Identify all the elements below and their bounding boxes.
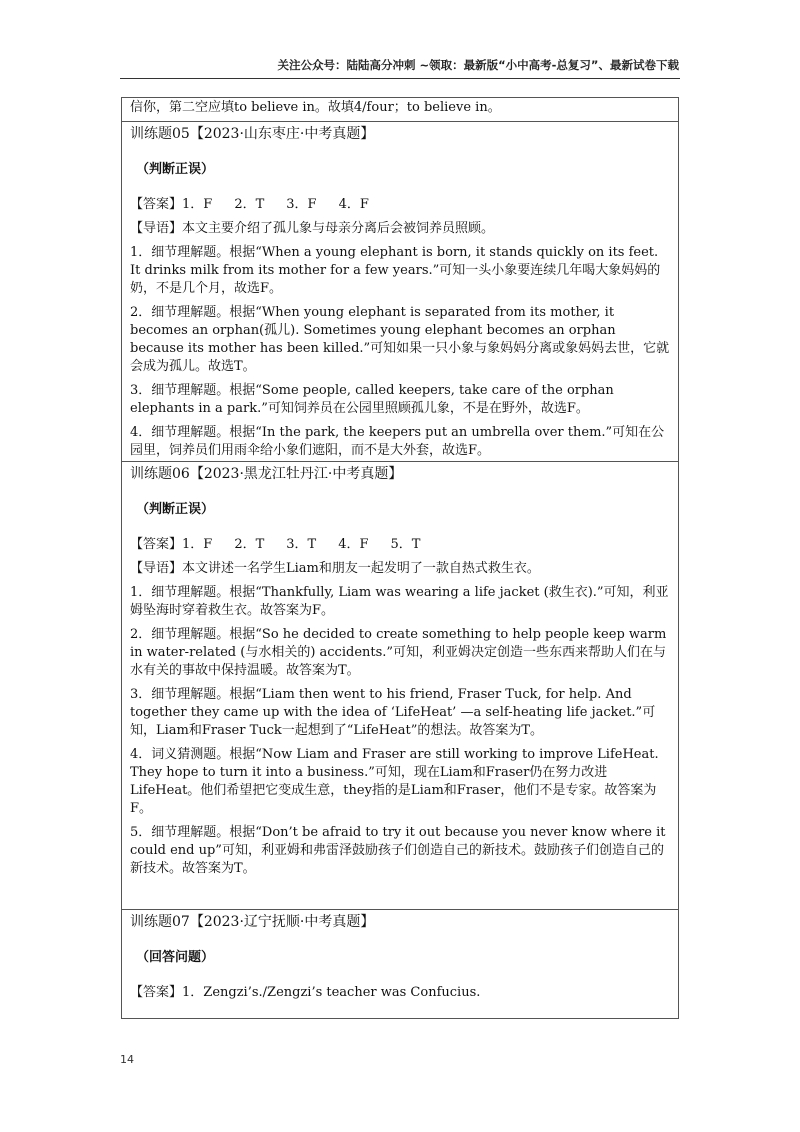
answer-label: 【答案】 [130,985,183,1000]
answer-item: 2．T [234,537,265,552]
explanation-item: 3．细节理解题。根据“Some people, called keepers, take care of the orphan elephants in a park.”可知饲养员在公园里照顾孤儿象，不是在野外，故选F。 [130,383,614,416]
explanation-item: 4．词义猜测题。根据“Now Liam and Fraser are still working to improve LifeHeat. They hope to turn it into a business.”可知，现在Liam和Fraser仍在努力改进LifeHeat。他们希望把它变成生意，they指的是Liam和Fraser，他们不是专家。故答案为F。 [130,747,659,816]
answer-line [130,536,670,554]
explanation-item: 1．细节理解题。根据“Thankfully, Liam was wearing a life jacket (救生衣).”可知，利亚姆坠海时穿着救生衣。故答案为F。 [130,585,669,618]
answer-item: 3．T [286,537,317,552]
answer-label: 【答案】 [130,537,183,552]
question-type: （判断正误） [136,502,215,517]
explanation-item: 5．细节理解题。根据“Don’t be afraid to try it out because you never know where it could end up”可知，利亚姆和弗雷泽鼓励孩子们创造自己的新技术。鼓励孩子们创造自己的新技术。故答案为T。 [130,825,666,876]
section-title: 训练题05【2023·山东枣庄·中考真题】 [130,126,375,142]
answer-line [130,984,670,1002]
answer-label: 【答案】 [130,197,183,212]
header-divider [120,78,680,79]
page-number: 14 [120,1053,134,1066]
answer-item: 4．F [338,197,369,212]
page-header: 关注公众号：陆陆高分冲刺 ~领取：最新版“小中高考-总复习”、最新试卷下载 [277,58,679,72]
answer-table [121,97,679,1019]
answer-item: 1．F [182,197,213,212]
explanation-item: 2．细节理解题。根据“When young elephant is separated from its mother, it becomes an orphan(孤儿). Sometimes young elephant becomes an orphan because its mother has been killed.”可知如果一只小象与象妈妈分离或象妈妈去世，它就会成为孤儿。故选T。 [130,305,670,374]
section-title: 训练题06【2023·黑龙江牡丹江·中考真题】 [130,466,403,482]
answer-item: 3．F [286,197,317,212]
lead-row [122,98,678,121]
question-type: （判断正误） [136,162,215,177]
answer-item: 1．F [182,537,213,552]
answer-item: 5．T [390,537,421,552]
question-type: （回答问题） [136,950,215,965]
lead-text: 信你，第二空应填to believe in。故填4/four；to believe in。 [130,100,501,115]
section-07 [122,909,678,1018]
explanation-item: 2．细节理解题。根据“So he decided to create something to help people keep warm in water-related (与水相关的) accidents.”可知，利亚姆决定创造一些东西来帮助人们在与水有关的事故中保持温暖。故答案为T。 [130,627,667,678]
answer-item: 2．T [234,197,265,212]
answer-line [130,196,670,214]
explanation-item: 4．细节理解题。根据“In the park, the keepers put an umbrella over them.”可知在公园里，饲养员们用雨伞给小象们遮阳，而不是大外套，故选F。 [130,425,665,458]
section-06 [122,461,678,909]
explanation-item: 3．细节理解题。根据“Liam then went to his friend, Fraser Tuck, for help. And together they came up with the idea of ‘LifeHeat’ —a self-heating life jacket.”可知，Liam和Fraser Tuck一起想到了“LifeHeat”的想法。故答案为T。 [130,687,656,738]
answer-text: 1．Zengzi’s./Zengzi’s teacher was Confucius. [182,985,481,1000]
explanation-item: 1．细节理解题。根据“When a young elephant is born, it stands quickly on its feet. It drinks milk from its mother for a few years.”可知一头小象要连续几年喝大象妈妈的奶，不是几个月，故选F。 [130,245,661,296]
guide-text: 【导语】本文主要介绍了孤儿象与母亲分离后会被饲养员照顾。 [130,221,495,236]
guide-text: 【导语】本文讲述一名学生Liam和朋友一起发明了一款自热式救生衣。 [130,561,540,576]
section-05 [122,121,678,461]
section-title: 训练题07【2023·辽宁抚顺·中考真题】 [130,914,375,930]
answer-item: 4．F [338,537,369,552]
